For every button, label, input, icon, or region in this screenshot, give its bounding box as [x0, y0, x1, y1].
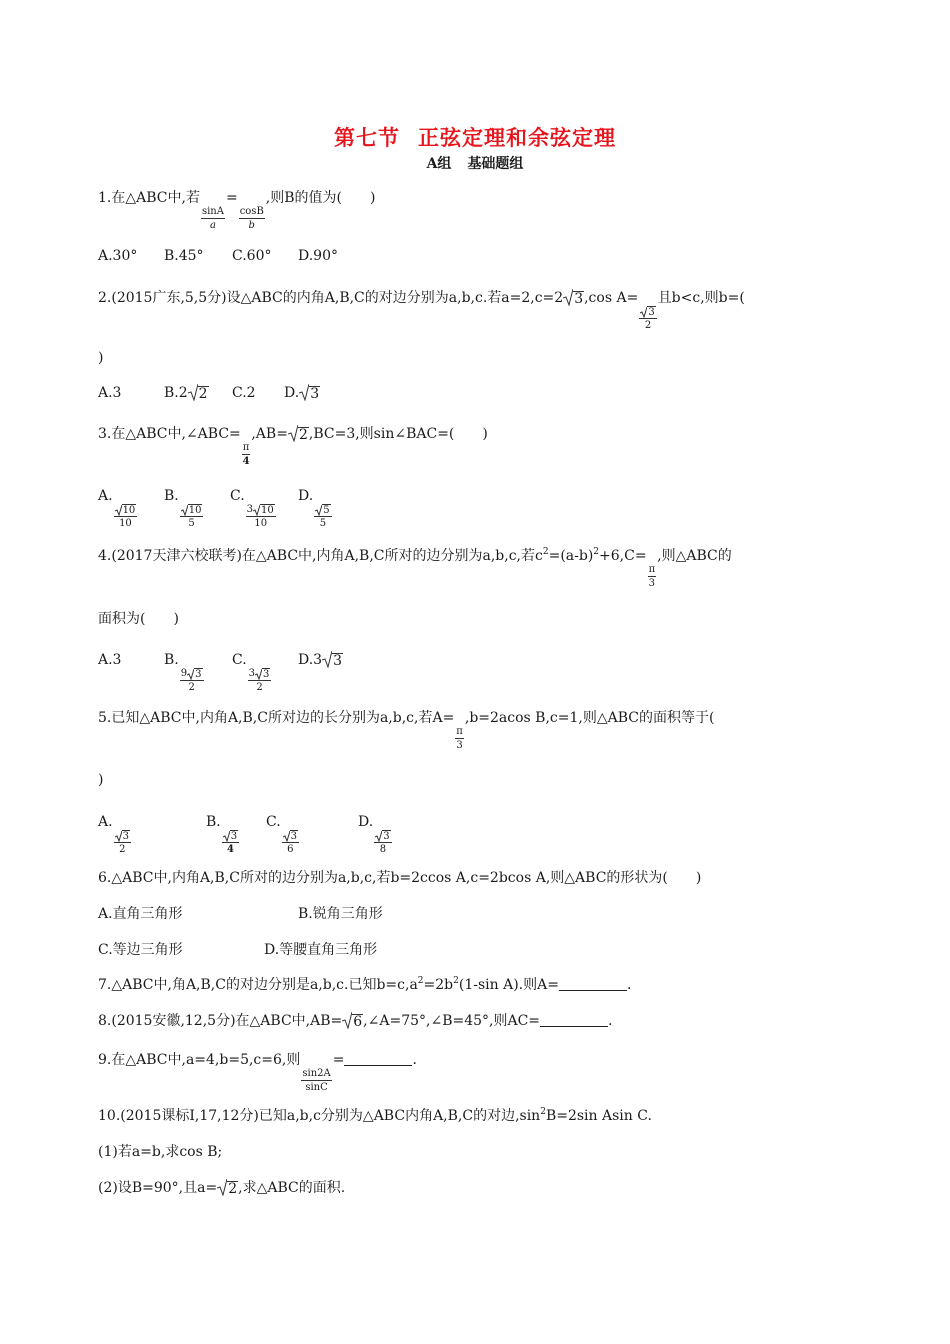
group-heading: [0, 153, 950, 173]
q5-option-b[interactable]: B. $\frac{3}{4}$: [206, 814, 238, 855]
question-6: 6.△ABC中,内角A,B,C所对的边分别为a,b,c,若b=2ccos A,c=2bcos A,则△ABC的形状为( ): [98, 870, 702, 886]
question-5: [98, 708, 714, 752]
section-title: [0, 122, 950, 152]
q6-options-row-2: [98, 940, 377, 960]
sqrt-symbol: 2: [288, 424, 309, 442]
q3-fraction: $\frac{\pi}{4}$: [242, 442, 250, 467]
q8-stem: 8.(2015安徽,12,5分)在△ABC中,AB=: [98, 1013, 343, 1029]
section-name: 正弦定理和余弦定理: [418, 125, 616, 150]
q2-options: [98, 383, 320, 403]
q1-fraction-2: $\frac{\cos B}{b}$: [239, 206, 264, 231]
q4-option-a[interactable]: A.3: [98, 652, 122, 668]
group-label: A组: [426, 156, 452, 172]
question-3: 3.在△ABC中,∠ABC= $\frac{\pi}{4}$ ,AB= 2 ,BC=3,则sin∠BAC=( ): [98, 426, 488, 467]
q10-part-1: (1)若a=b,求cos B;: [98, 1144, 223, 1160]
sqrt-symbol: 10: [253, 504, 275, 516]
q4-line-2: 面积为( ): [98, 611, 179, 627]
sqrt-symbol: 6: [342, 1011, 363, 1029]
q1-options: [98, 246, 338, 266]
sqrt-symbol: 3: [322, 650, 343, 668]
sqrt-symbol: 3: [375, 830, 390, 842]
section-number: 第七节: [334, 125, 400, 150]
q9-stem: 9.在△ABC中,a=4,b=5,c=6,则: [98, 1052, 301, 1068]
q1-option-a[interactable]: A.30°: [98, 248, 138, 264]
q3-option-d[interactable]: D. $\frac{5}{5}$: [298, 488, 330, 529]
q1-fraction-1: $\frac{\sin A}{a}$: [201, 206, 224, 231]
sqrt-symbol: 3: [187, 668, 202, 680]
q2-close-paren: ): [98, 350, 104, 366]
q4-option-c[interactable]: C. 3 3 2: [232, 652, 270, 693]
q3-option-b[interactable]: B. $\frac{10}{5}$: [164, 488, 202, 529]
sqrt-symbol: 3: [299, 383, 320, 401]
question-9: 9.在△ABC中,a=4,b=5,c=6,则 $\frac{\sin 2A}{\sin C}$ = .: [98, 1052, 417, 1093]
q3-stem: 3.在△ABC中,∠ABC=: [98, 426, 241, 442]
q9-answer-blank[interactable]: [344, 1051, 412, 1066]
q2-option-c[interactable]: C.2: [232, 385, 256, 401]
sqrt-symbol: 3: [223, 830, 238, 842]
q4-options: [98, 650, 343, 694]
q10-part-2: (2)设B=90°,且a= 2 ,求△ABC的面积.: [98, 1180, 346, 1197]
q7-stem: 7.△ABC中,角A,B,C的对边分别是a,b,c.已知b=c,a: [98, 977, 418, 993]
q8-answer-blank[interactable]: [540, 1012, 608, 1027]
sqrt-symbol: 10: [115, 504, 137, 516]
q2-option-b[interactable]: B.2 2: [164, 385, 208, 402]
q2-option-d[interactable]: D. 3: [284, 385, 320, 402]
q6-option-b[interactable]: B.锐角三角形: [298, 906, 383, 922]
q9-fraction: $\frac{\sin 2A}{\sin C}$: [302, 1068, 331, 1093]
q1-option-c[interactable]: C.60°: [232, 248, 272, 264]
q3-option-c[interactable]: C. 3 10 10: [230, 488, 274, 529]
q1-tail: ,则B的值为( ): [265, 190, 376, 206]
q6-option-a[interactable]: A.直角三角形: [98, 906, 183, 922]
q2-tail: 且b<c,则b=(: [657, 290, 745, 306]
q6-options-row-1: [98, 904, 383, 924]
q5-options: [98, 812, 393, 856]
sqrt-symbol: 5: [315, 504, 330, 516]
question-4: 4.(2017天津六校联考)在△ABC中,内角A,B,C所对的边分别为a,b,c,若$c^2=(a-b)^2+6,C=$ $\frac{\pi}{3}$ ,则△ABC的: [98, 547, 732, 589]
sqrt-symbol: 3: [640, 306, 655, 318]
q3-tail: ,BC=3,则sin∠BAC=( ): [308, 426, 488, 442]
q5-option-d[interactable]: D. $\frac{3}{8}$: [358, 814, 390, 855]
q7-answer-blank[interactable]: [559, 976, 627, 991]
q4-stem: 4.(2017天津六校联考)在△ABC中,内角A,B,C所对的边分别为a,b,c,若c: [98, 548, 543, 564]
question-1: 1.在△ABC中,若 $\frac{\sin A}{a}$ = $\frac{\cos B}{b}$ ,则B的值为( ): [98, 190, 376, 231]
question-2: 2.(2015广东,5,5分)设△ABC的内角A,B,C的对边分别为a,b,c.若a=2,c=2 3 ,cos A= $\frac{3}{2}$ 且b<c,则b=(: [98, 290, 745, 331]
sqrt-symbol: 3: [283, 830, 298, 842]
q5-stem: 5.已知△ABC中,内角A,B,C所对边的长分别为a,b,c,若A=: [98, 710, 455, 726]
question-10: 10.(2015课标Ⅰ,17,12分)已知a,b,c分别为△ABC内角A,B,C的对边$,\sin^2B=2\sin$ Asin C.: [98, 1107, 652, 1124]
group-name: 基础题组: [467, 156, 524, 172]
q3-option-a[interactable]: A. $\frac{10}{10}$: [98, 488, 136, 529]
q4-fraction: $\frac{\pi}{3}$: [648, 564, 656, 589]
q5-tail: ,b=2acos B,c=1,则△ABC的面积等于(: [464, 710, 715, 726]
q10-stem: 10.(2015课标Ⅰ,17,12分)已知a,b,c分别为△ABC内角A,B,C的对边,sin: [98, 1108, 541, 1124]
sqrt-symbol: 3: [563, 288, 584, 306]
q4-option-b[interactable]: B. 9 3 2: [164, 652, 202, 693]
q5-option-c[interactable]: C. $\frac{3}{6}$: [266, 814, 298, 855]
q1-stem: 1.在△ABC中,若: [98, 190, 200, 206]
sqrt-symbol: 3: [255, 668, 270, 680]
q2-option-a[interactable]: A.3: [98, 385, 122, 401]
q5-option-a[interactable]: A. $\frac{3}{2}$: [98, 814, 129, 855]
q3-options: [98, 486, 333, 530]
sqrt-symbol: 10: [181, 504, 203, 516]
question-8: 8.(2015安徽,12,5分)在△ABC中,AB= 6 ,∠A=75°,∠B=45°,则AC= .: [98, 1013, 613, 1030]
sqrt-symbol: 2: [188, 383, 209, 401]
question-7: 7.△ABC中,角A,B,C的对边分别是a,b,c.已知$b=c,a^2=2b^2(1-\sin$ A).则A= .: [98, 976, 632, 993]
sqrt-symbol: 2: [217, 1178, 238, 1196]
q4-option-d[interactable]: D.3 3: [298, 652, 343, 669]
q2-stem: 2.(2015广东,5,5分)设△ABC的内角A,B,C的对边分别为a,b,c.若a=2,c=2: [98, 290, 564, 306]
q5-fraction: $\frac{\pi}{3}$: [456, 726, 463, 751]
sqrt-symbol: 3: [115, 830, 130, 842]
q2-fraction: $\frac{3}{2}$: [639, 306, 656, 332]
q6-option-d[interactable]: D.等腰直角三角形: [264, 942, 378, 958]
q4-tail: ,则△ABC的: [657, 548, 732, 564]
q1-option-d[interactable]: D.90°: [298, 248, 338, 264]
q6-option-c[interactable]: C.等边三角形: [98, 942, 183, 958]
q1-option-b[interactable]: B.45°: [164, 248, 204, 264]
q5-close-paren: ): [98, 772, 104, 788]
